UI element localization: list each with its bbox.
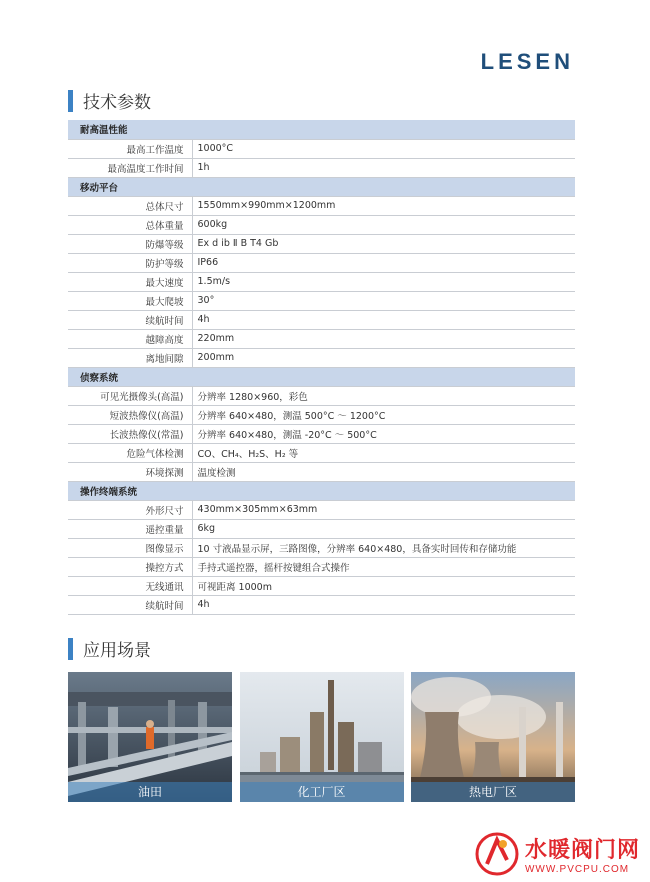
spec-key: 续航时间 (68, 595, 192, 614)
spec-row (68, 386, 575, 405)
spec-value: 220mm (192, 329, 575, 348)
spec-key: 长波热像仪(常温) (68, 424, 192, 443)
spec-key: 总体重量 (68, 215, 192, 234)
spec-value: 1.5m/s (192, 272, 575, 291)
spec-row (68, 538, 575, 557)
scene-chemical-plant (240, 672, 404, 802)
group-name: 移动平台 (68, 177, 575, 196)
spec-row (68, 196, 575, 215)
specs-title-text: 技术参数 (83, 93, 151, 113)
spec-key: 最高工作温度 (68, 139, 192, 158)
spec-value: 10 寸液晶显示屏，三路图像，分辨率 640×480，具备实时回传和存储功能 (192, 538, 575, 557)
specs-section-title (68, 88, 151, 113)
spec-value: 温度检测 (192, 462, 575, 481)
spec-value: 1h (192, 158, 575, 177)
watermark-name: 水暖阀门网 (524, 838, 640, 863)
spec-row (68, 500, 575, 519)
spec-key: 离地间隙 (68, 348, 192, 367)
spec-value: 可视距离 1000m (192, 576, 575, 595)
spec-key: 危险气体检测 (68, 443, 192, 462)
spec-row (68, 253, 575, 272)
spec-key: 操控方式 (68, 557, 192, 576)
spec-row (68, 405, 575, 424)
spec-row (68, 291, 575, 310)
spec-value: 600kg (192, 215, 575, 234)
spec-key: 图像显示 (68, 538, 192, 557)
spec-key: 可见光摄像头(高温) (68, 386, 192, 405)
spec-row (68, 595, 575, 614)
spec-value: IP66 (192, 253, 575, 272)
scene-power-plant (411, 672, 575, 802)
scene-caption: 化工厂区 (240, 782, 404, 802)
spec-row (68, 272, 575, 291)
spec-group-header (68, 120, 575, 139)
watermark-url: WWW.PVCPU.COM (524, 864, 630, 875)
spec-value: 手持式遥控器，摇杆按键组合式操作 (192, 557, 575, 576)
spec-row (68, 310, 575, 329)
spec-table (68, 120, 575, 615)
scene-caption: 热电厂区 (411, 782, 575, 802)
title-accent-bar (68, 638, 73, 660)
spec-value: 4h (192, 310, 575, 329)
scene-oilfield (68, 672, 232, 802)
spec-value: 分辨率 640×480，测温 500°C ～ 1200°C (192, 405, 575, 424)
spec-key: 总体尺寸 (68, 196, 192, 215)
spec-value: 分辨率 640×480，测温 -20°C ～ 500°C (192, 424, 575, 443)
scenes-title-text: 应用场景 (83, 641, 151, 661)
spec-row (68, 462, 575, 481)
spec-row (68, 329, 575, 348)
spec-key: 最大爬坡 (68, 291, 192, 310)
scene-gallery (68, 672, 575, 802)
group-name: 侦察系统 (68, 367, 575, 386)
spec-key: 最大速度 (68, 272, 192, 291)
spec-row (68, 519, 575, 538)
spec-value: 4h (192, 595, 575, 614)
spec-value: 200mm (192, 348, 575, 367)
group-name: 操作终端系统 (68, 481, 575, 500)
watermark-logo-icon (473, 830, 521, 878)
spec-key: 短波热像仪(高温) (68, 405, 192, 424)
spec-group-header (68, 481, 575, 500)
spec-value: Ex d ib Ⅱ B T4 Gb (192, 234, 575, 253)
spec-key: 无线通讯 (68, 576, 192, 595)
spec-key: 环境探测 (68, 462, 192, 481)
spec-value: 30° (192, 291, 575, 310)
spec-row (68, 234, 575, 253)
scenes-section-title (68, 636, 151, 661)
spec-group-header (68, 367, 575, 386)
spec-value: CO、CH₄、H₂S、H₂ 等 (192, 443, 575, 462)
spec-row (68, 158, 575, 177)
spec-row (68, 139, 575, 158)
spec-key: 续航时间 (68, 310, 192, 329)
spec-row (68, 557, 575, 576)
spec-key: 防爆等级 (68, 234, 192, 253)
spec-key: 越障高度 (68, 329, 192, 348)
spec-group-header (68, 177, 575, 196)
spec-key: 外形尺寸 (68, 500, 192, 519)
scene-caption: 油田 (68, 782, 232, 802)
spec-key: 最高温度工作时间 (68, 158, 192, 177)
spec-value: 430mm×305mm×63mm (192, 500, 575, 519)
watermark (473, 830, 640, 878)
spec-value: 1000°C (192, 139, 575, 158)
spec-row (68, 215, 575, 234)
brand-logo: LESEN (480, 49, 574, 74)
spec-value: 1550mm×990mm×1200mm (192, 196, 575, 215)
spec-key: 防护等级 (68, 253, 192, 272)
spec-row (68, 348, 575, 367)
spec-value: 6kg (192, 519, 575, 538)
spec-row (68, 424, 575, 443)
spec-key: 遥控重量 (68, 519, 192, 538)
group-name: 耐高温性能 (68, 120, 575, 139)
title-accent-bar (68, 90, 73, 112)
spec-value: 分辨率 1280×960，彩色 (192, 386, 575, 405)
spec-row (68, 576, 575, 595)
spec-row (68, 443, 575, 462)
